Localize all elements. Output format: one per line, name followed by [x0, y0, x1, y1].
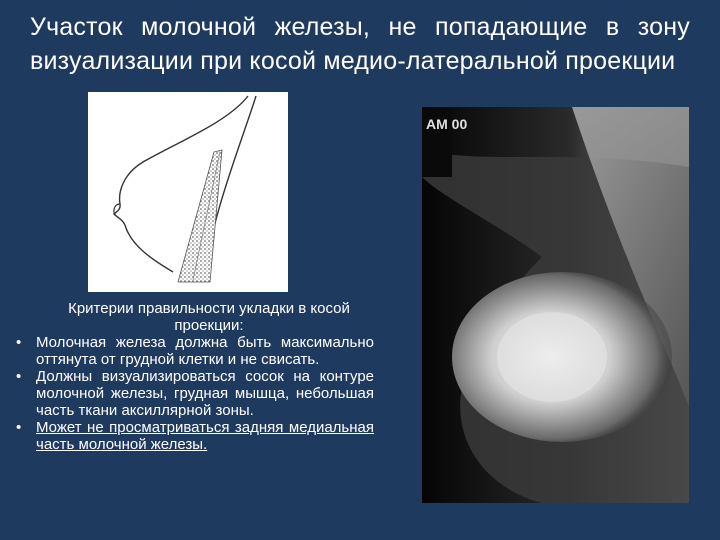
breast-outline: [114, 96, 248, 272]
mammogram-svg: [422, 107, 689, 503]
criteria-item: [14, 419, 374, 453]
criteria-item: [14, 368, 374, 419]
criteria-item: [14, 334, 374, 368]
criteria-item-text: Молочная железа должна быть максимально оттянута от грудной клетки и не свисать.: [36, 334, 374, 368]
bullet-glyph: •: [16, 419, 22, 436]
slide-title: Участок молочной железы, не попадающие в зону визуализации при косой медио-латеральной проекции: [30, 13, 690, 75]
stippled-region: [178, 150, 222, 282]
breast-diagram-svg: [88, 92, 288, 292]
mammogram-image: [422, 107, 689, 503]
criteria-list: [14, 334, 374, 453]
breast-diagram: [88, 92, 288, 292]
criteria-item-text: Должны визуализироваться сосок на контуре молочной железы, грудная мышца, небольшая часть ткани аксиллярной зоны.: [36, 368, 374, 419]
criteria-block: [14, 300, 374, 453]
criteria-item-text: Может не просматриваться задняя медиальная часть молочной железы.: [36, 419, 374, 453]
xray-marker-text: AM 00: [426, 116, 468, 132]
bullet-glyph: •: [16, 368, 22, 385]
glandular-core: [497, 312, 607, 402]
criteria-caption: Критерии правильности укладки в косой проекции:: [68, 300, 350, 334]
bullet-glyph: •: [16, 334, 22, 351]
